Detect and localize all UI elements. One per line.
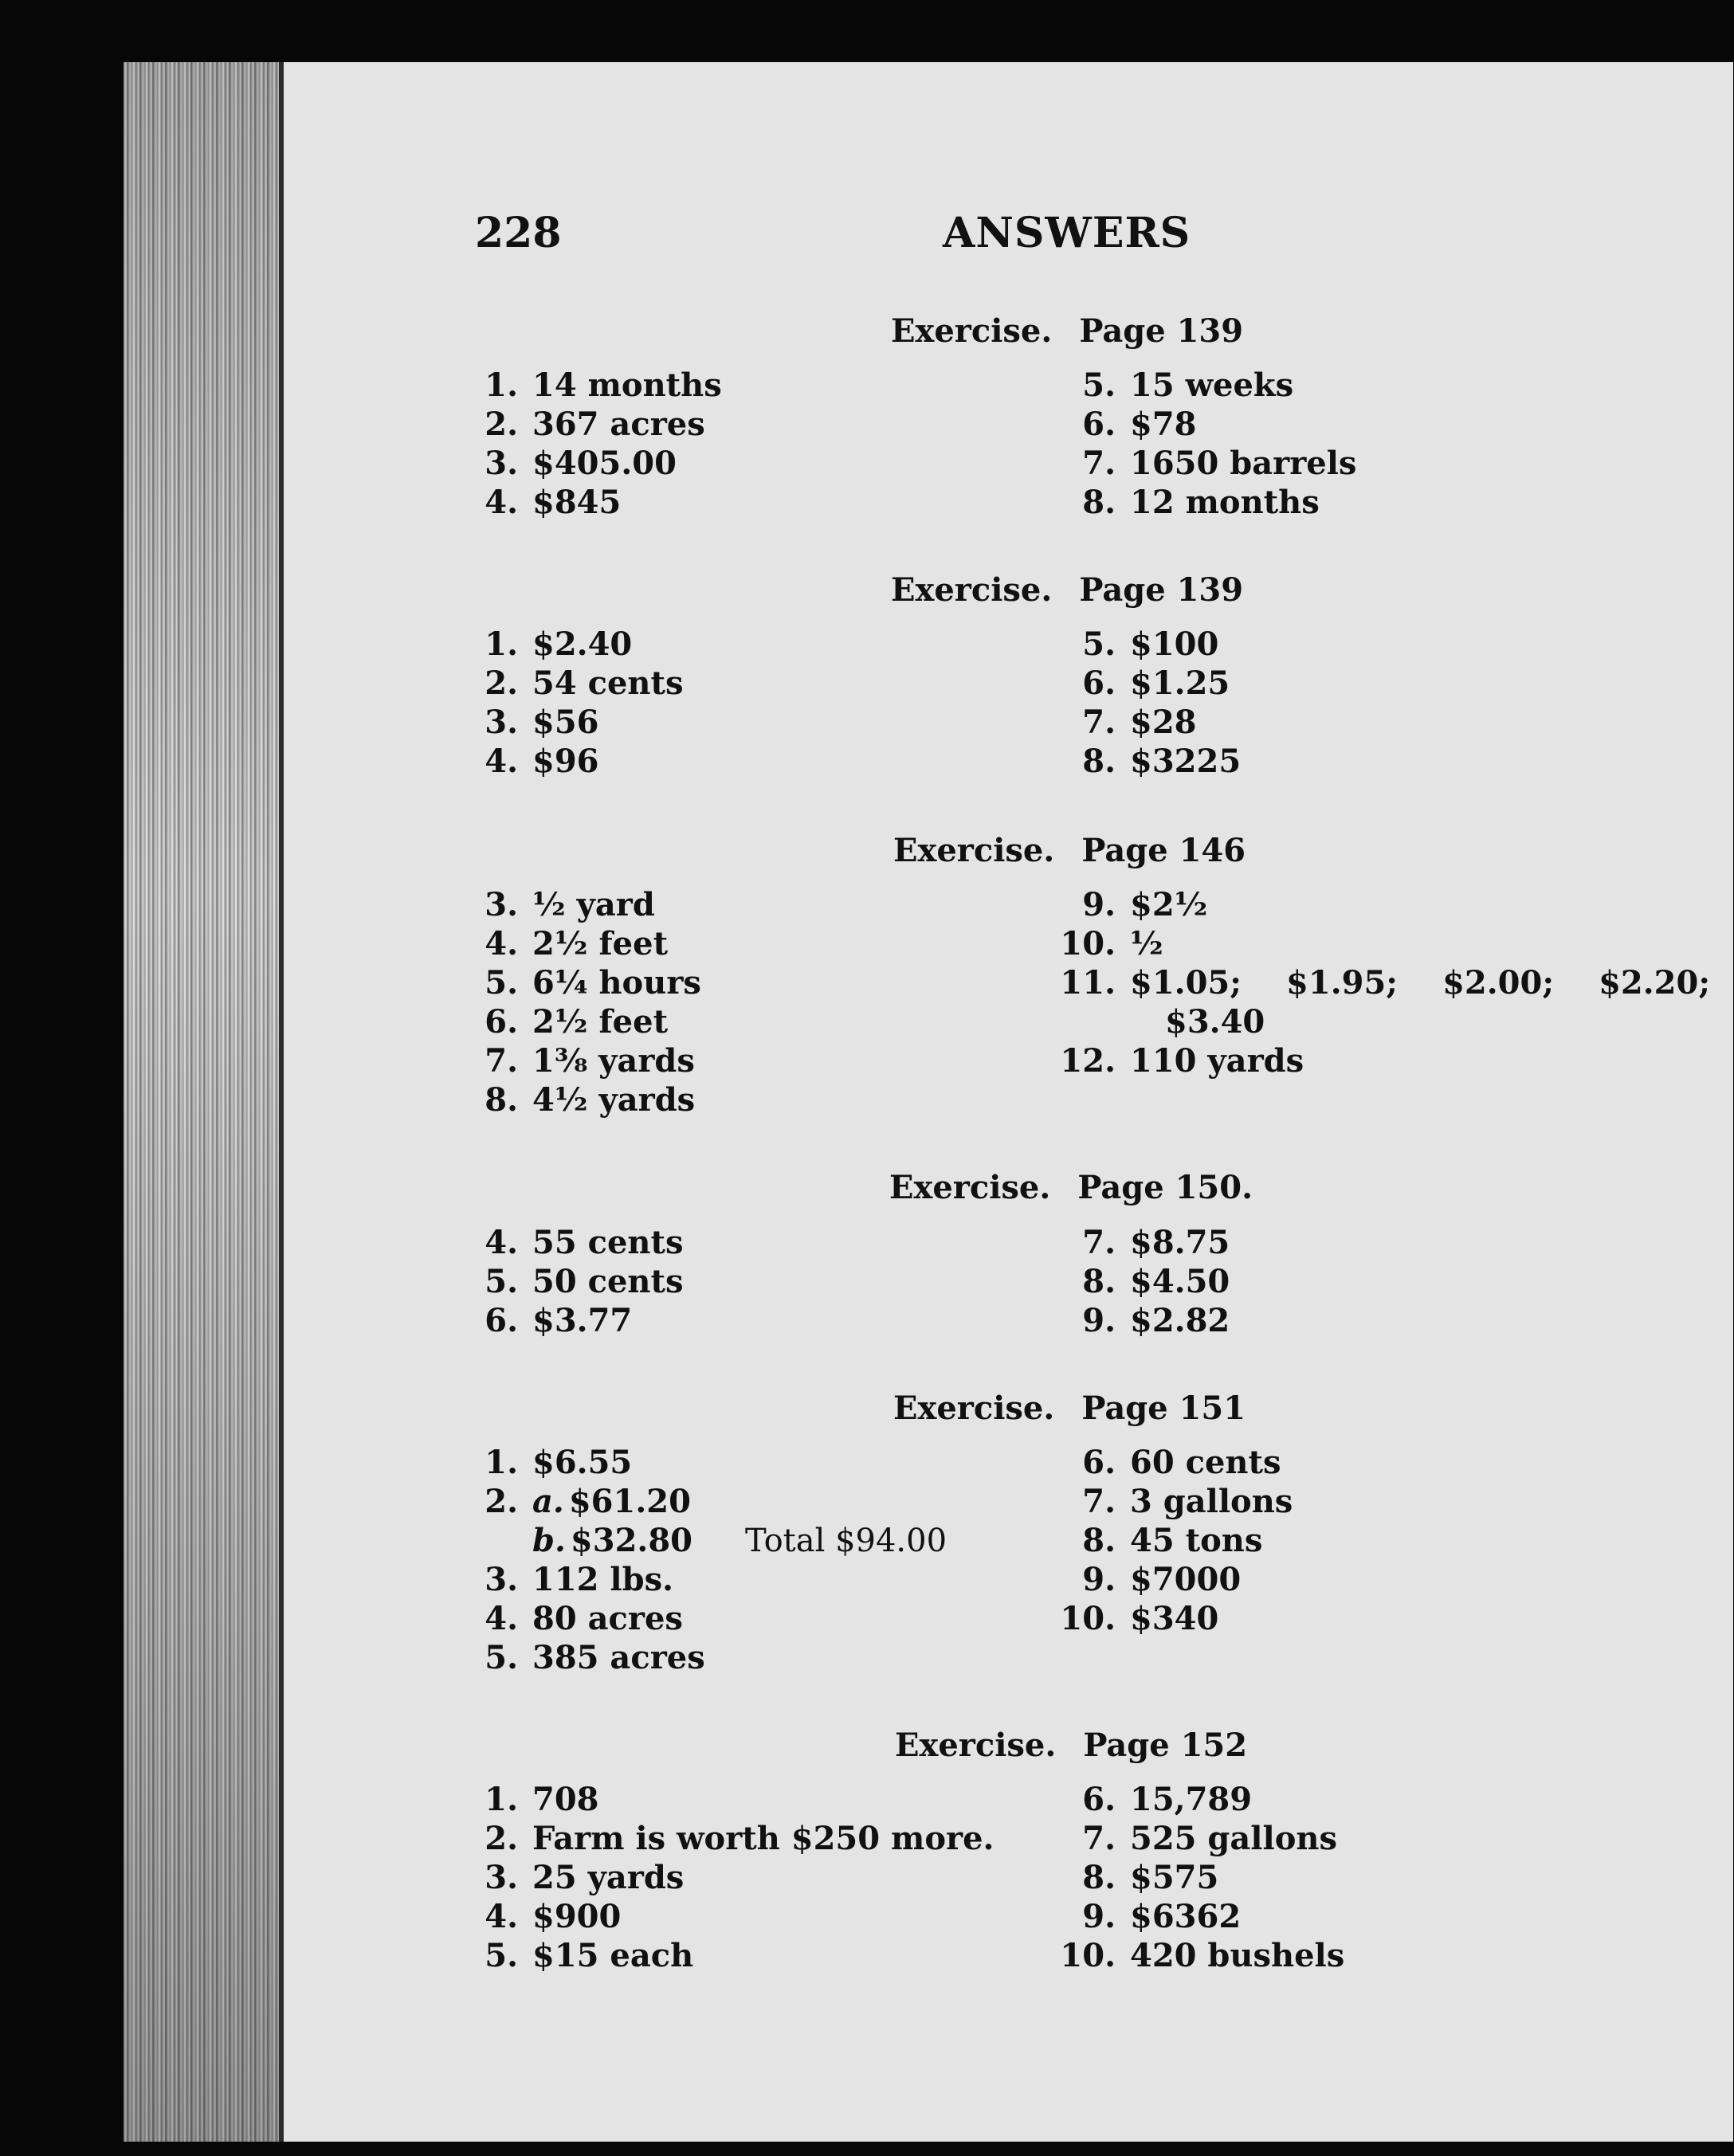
- answer-item: 8. $3225: [1082, 743, 1242, 780]
- answer-item: 5. 50 cents: [484, 1263, 684, 1300]
- answer-item: 6. 15,789: [1082, 1781, 1253, 1818]
- answer-item: 6. 60 cents: [1082, 1444, 1281, 1481]
- answer-item: 9. $2.82: [1082, 1302, 1230, 1339]
- answer-item: 8. $575: [1082, 1859, 1219, 1896]
- answer-item: 5. 6¼ hours: [484, 964, 701, 1002]
- answer-item: 4. 80 acres: [484, 1600, 683, 1637]
- exercise-heading: Exercise. Page 139: [891, 312, 1244, 350]
- answer-item: 6. 2½ feet: [484, 1003, 669, 1041]
- answer-item: 2. 54 cents: [484, 664, 684, 702]
- answer-item: 3. 25 yards: [484, 1859, 685, 1896]
- answer-item: 3. 112 lbs.: [484, 1561, 674, 1598]
- answer-item: 8. 45 tons: [1082, 1522, 1263, 1559]
- answer-item: 4. $96: [484, 743, 599, 780]
- answer-item: 1. 708: [484, 1781, 599, 1818]
- answer-item: 10. $340: [1060, 1600, 1219, 1637]
- exercise-heading: Exercise. Page 150.: [889, 1169, 1253, 1206]
- answer-item: 6. $1.25: [1082, 664, 1230, 702]
- answer-item: 6. $78: [1082, 406, 1197, 443]
- answer-item: 8. 12 months: [1082, 484, 1320, 521]
- answer-item: 9. $6362: [1082, 1898, 1242, 1935]
- exercise-heading: Exercise. Page 146: [893, 832, 1246, 869]
- answer-item: 7. $8.75: [1082, 1224, 1230, 1261]
- answer-item: 10. 420 bushels: [1060, 1937, 1345, 1974]
- answer-item-multi: 11. $1.05; $1.95; $2.00; $2.20;: [1060, 964, 1711, 1002]
- answer-item: 7. $28: [1082, 704, 1197, 741]
- answer-item: 8. 4½ yards: [484, 1081, 696, 1119]
- answer-item: 1. $6.55: [484, 1444, 633, 1481]
- answer-item: 4. 2½ feet: [484, 925, 669, 962]
- answer-item: 3. $56: [484, 704, 599, 741]
- answer-item: 2. Farm is worth $250 more.: [484, 1820, 994, 1857]
- answer-item: 2. 367 acres: [484, 406, 705, 443]
- answer-item: 4. $845: [484, 484, 622, 521]
- answer-item: 10. ½: [1060, 925, 1163, 962]
- answer-item: 9. $7000: [1082, 1561, 1242, 1598]
- answer-continuation: $3.40: [1165, 1003, 1265, 1041]
- answer-item: 7. 525 gallons: [1082, 1820, 1337, 1857]
- answer-item: 2. a. $61.20: [484, 1483, 691, 1520]
- answer-item: 3. ½ yard: [484, 886, 655, 923]
- answer-item: 5. $100: [1082, 625, 1219, 663]
- answer-item: 4. $900: [484, 1898, 622, 1935]
- answer-item: 5. 385 acres: [484, 1639, 705, 1676]
- answer-total: Total $94.00: [745, 1523, 947, 1559]
- exercise-heading: Exercise. Page 151: [893, 1390, 1246, 1427]
- running-head: ANSWERS: [943, 209, 1191, 257]
- exercise-heading: Exercise. Page 139: [891, 571, 1244, 609]
- answer-item: 8. $4.50: [1082, 1263, 1230, 1300]
- answer-item: 7. 1⅜ yards: [484, 1042, 695, 1080]
- page-number: 228: [475, 209, 562, 257]
- answer-item: 7. 3 gallons: [1082, 1483, 1293, 1520]
- answer-item: 4. 55 cents: [484, 1224, 684, 1261]
- answer-item: 6. $3.77: [484, 1302, 633, 1339]
- answer-item: 5. 15 weeks: [1082, 367, 1294, 404]
- answer-item: 12. 110 yards: [1060, 1042, 1304, 1080]
- answer-item: 5. $15 each: [484, 1937, 694, 1974]
- answer-item: 7. 1650 barrels: [1082, 445, 1357, 482]
- answer-item: 3. $405.00: [484, 445, 677, 482]
- exercise-heading: Exercise. Page 152: [895, 1727, 1248, 1764]
- answer-item: b. $32.80: [532, 1522, 692, 1559]
- answer-item: 9. $2½: [1082, 886, 1208, 923]
- book-page-edges: [124, 62, 279, 2142]
- answer-item: 1. $2.40: [484, 625, 633, 663]
- answer-item: 1. 14 months: [484, 367, 722, 404]
